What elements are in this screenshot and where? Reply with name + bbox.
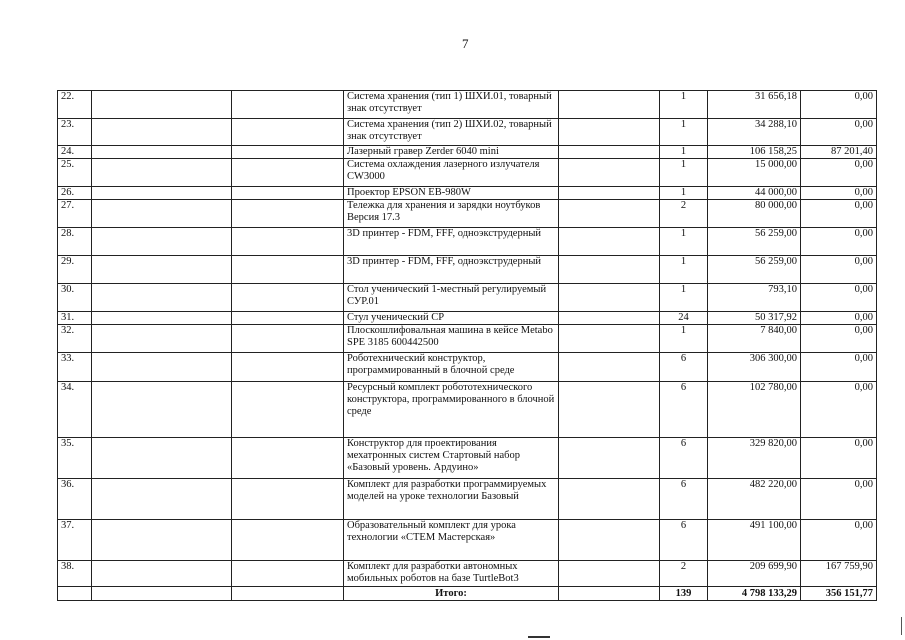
item-sum: 34 288,10 [708,119,801,146]
table-row [58,438,877,479]
item-name: Ресурсный комплект робототехнического конструктора, программированного в блочной среде [344,382,559,438]
empty-cell [232,187,344,200]
total-extra: 356 151,77 [801,587,877,601]
row-number: 26. [58,187,92,200]
item-quantity: 6 [660,479,708,520]
item-name: Стул ученический СР [344,312,559,325]
inventory-table [57,90,877,601]
empty-cell [92,479,232,520]
empty-cell [232,312,344,325]
empty-cell [232,256,344,284]
empty-cell [559,200,660,228]
empty-cell [232,91,344,119]
row-number: 35. [58,438,92,479]
item-sum: 44 000,00 [708,187,801,200]
item-extra: 0,00 [801,228,877,256]
item-extra: 167 759,90 [801,561,877,587]
empty-cell [92,520,232,561]
table-row [58,187,877,200]
row-number: 32. [58,325,92,353]
item-name: Система хранения (тип 1) ШХИ.01, товарный знак отсутствует [344,91,559,119]
empty-cell [232,382,344,438]
empty-cell [559,438,660,479]
empty-cell [232,228,344,256]
item-extra: 0,00 [801,91,877,119]
empty-cell [232,146,344,159]
item-sum: 482 220,00 [708,479,801,520]
table-row [58,561,877,587]
row-number: 36. [58,479,92,520]
item-quantity: 1 [660,146,708,159]
row-number: 28. [58,228,92,256]
item-quantity: 1 [660,91,708,119]
table-row [58,119,877,146]
item-sum: 209 699,90 [708,561,801,587]
empty-cell [92,561,232,587]
table-row [58,382,877,438]
item-extra: 0,00 [801,312,877,325]
item-extra: 0,00 [801,284,877,312]
item-name: Проектор EPSON EB-980W [344,187,559,200]
item-sum: 56 259,00 [708,228,801,256]
empty-cell [559,312,660,325]
empty-cell [559,587,660,601]
empty-cell [559,228,660,256]
empty-cell [559,382,660,438]
item-extra: 0,00 [801,200,877,228]
row-number: 24. [58,146,92,159]
empty-cell [92,146,232,159]
table-row [58,353,877,382]
item-quantity: 1 [660,325,708,353]
empty-cell [559,284,660,312]
item-extra: 0,00 [801,520,877,561]
row-number: 33. [58,353,92,382]
item-extra: 0,00 [801,438,877,479]
item-extra: 0,00 [801,187,877,200]
empty-cell [232,353,344,382]
empty-cell [232,325,344,353]
empty-cell [559,325,660,353]
empty-cell [232,479,344,520]
total-quantity: 139 [660,587,708,601]
item-name: Лазерный гравер Zerder 6040 mini [344,146,559,159]
row-number: 31. [58,312,92,325]
table-row [58,312,877,325]
item-sum: 80 000,00 [708,200,801,228]
table-row [58,159,877,187]
table-row [58,284,877,312]
row-number: 23. [58,119,92,146]
total-row [58,587,877,601]
item-sum: 7 840,00 [708,325,801,353]
empty-cell [92,256,232,284]
empty-cell [232,520,344,561]
item-extra: 0,00 [801,159,877,187]
item-name: Роботехнический конструктор, программированный в блочной среде [344,353,559,382]
empty-cell [92,119,232,146]
item-extra: 0,00 [801,325,877,353]
item-sum: 106 158,25 [708,146,801,159]
table-row [58,479,877,520]
empty-cell [92,91,232,119]
item-quantity: 2 [660,561,708,587]
empty-cell [92,587,232,601]
row-number: 34. [58,382,92,438]
empty-cell [559,520,660,561]
empty-cell [92,200,232,228]
item-quantity: 6 [660,520,708,561]
scan-edge-mark [901,617,902,635]
empty-cell [559,159,660,187]
item-name: Конструктор для проектирования мехатронных систем Стартовый набор «Базовый уровень. Ардуино» [344,438,559,479]
empty-cell [232,587,344,601]
empty-cell [232,438,344,479]
item-sum: 491 100,00 [708,520,801,561]
item-quantity: 1 [660,159,708,187]
empty-cell [232,119,344,146]
total-sum: 4 798 133,29 [708,587,801,601]
item-quantity: 1 [660,187,708,200]
row-number: 29. [58,256,92,284]
item-quantity: 24 [660,312,708,325]
row-number: 22. [58,91,92,119]
item-extra: 0,00 [801,119,877,146]
row-number: 25. [58,159,92,187]
empty-cell [559,119,660,146]
item-name: Комплект для разработки автономных мобильных роботов на базе TurtleBot3 [344,561,559,587]
item-sum: 50 317,92 [708,312,801,325]
item-name: 3D принтер - FDM, FFF, одноэкструдерный [344,228,559,256]
empty-cell [92,382,232,438]
item-sum: 56 259,00 [708,256,801,284]
item-sum: 329 820,00 [708,438,801,479]
item-extra: 0,00 [801,382,877,438]
empty-cell [92,284,232,312]
table-row [58,228,877,256]
table-row [58,325,877,353]
item-extra: 0,00 [801,353,877,382]
empty-cell [559,256,660,284]
empty-cell [559,479,660,520]
empty-cell [232,159,344,187]
scan-bottom-mark [528,636,550,638]
item-quantity: 6 [660,382,708,438]
empty-cell [92,353,232,382]
item-name: 3D принтер - FDM, FFF, одноэкструдерный [344,256,559,284]
empty-cell [58,587,92,601]
empty-cell [92,159,232,187]
item-quantity: 1 [660,284,708,312]
empty-cell [559,353,660,382]
row-number: 37. [58,520,92,561]
item-quantity: 6 [660,438,708,479]
item-sum: 306 300,00 [708,353,801,382]
item-extra: 0,00 [801,256,877,284]
item-quantity: 1 [660,228,708,256]
table-row [58,256,877,284]
item-name: Образовательный комплект для урока технологии «СТЕМ Мастерская» [344,520,559,561]
empty-cell [559,91,660,119]
item-quantity: 1 [660,119,708,146]
row-number: 30. [58,284,92,312]
empty-cell [559,187,660,200]
item-name: Комплект для разработки программируемых моделей на уроке технологии Базовый [344,479,559,520]
item-sum: 15 000,00 [708,159,801,187]
item-sum: 793,10 [708,284,801,312]
empty-cell [232,561,344,587]
item-quantity: 2 [660,200,708,228]
row-number: 38. [58,561,92,587]
empty-cell [92,325,232,353]
empty-cell [232,200,344,228]
item-sum: 102 780,00 [708,382,801,438]
item-sum: 31 656,18 [708,91,801,119]
item-extra: 87 201,40 [801,146,877,159]
empty-cell [92,438,232,479]
empty-cell [92,228,232,256]
table-row [58,200,877,228]
item-name: Система охлаждения лазерного излучателя CW3000 [344,159,559,187]
page-number: 7 [462,36,469,51]
empty-cell [92,312,232,325]
item-name: Тележка для хранения и зарядки ноутбуков Версия 17.3 [344,200,559,228]
table-row [58,146,877,159]
empty-cell [92,187,232,200]
item-name: Система хранения (тип 2) ШХИ.02, товарный знак отсутствует [344,119,559,146]
row-number: 27. [58,200,92,228]
item-quantity: 6 [660,353,708,382]
item-quantity: 1 [660,256,708,284]
item-extra: 0,00 [801,479,877,520]
item-name: Плоскошлифовальная машина в кейсе Metabo SPE 3185 600442500 [344,325,559,353]
item-name: Стол ученический 1-местный регулируемый СУР.01 [344,284,559,312]
empty-cell [232,284,344,312]
total-label: Итого: [344,587,559,601]
table-row [58,91,877,119]
table-row [58,520,877,561]
empty-cell [559,146,660,159]
empty-cell [559,561,660,587]
